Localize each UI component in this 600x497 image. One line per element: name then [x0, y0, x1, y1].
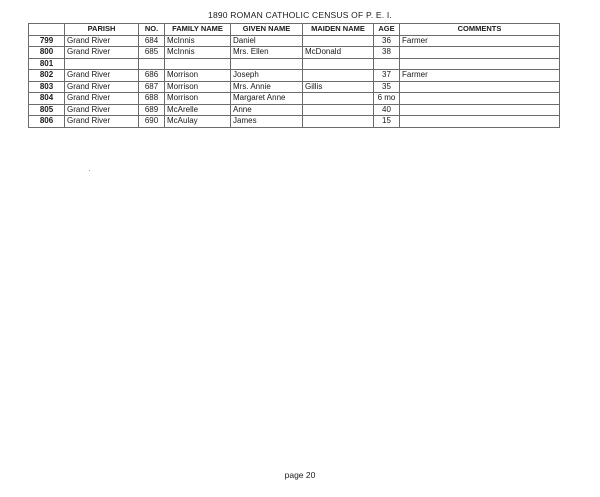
given-name-cell: Daniel	[231, 35, 303, 47]
header-parish: PARISH	[65, 24, 139, 36]
age-cell: 15	[374, 116, 400, 128]
header-maiden-name: MAIDEN NAME	[303, 24, 374, 36]
table-row	[29, 70, 560, 82]
parish-cell: Grand River	[65, 93, 139, 105]
age-cell: 36	[374, 35, 400, 47]
record-number: 806	[29, 116, 65, 128]
table-row	[29, 93, 560, 105]
header-family-name: FAMILY NAME	[165, 24, 231, 36]
parish-cell: Grand River	[65, 81, 139, 93]
table-row	[29, 116, 560, 128]
header-comments: COMMENTS	[400, 24, 560, 36]
table-header-row	[29, 24, 560, 36]
family-name-cell: McInnis	[165, 35, 231, 47]
given-name-cell: Joseph	[231, 70, 303, 82]
age-cell	[374, 58, 400, 70]
family-name-cell: McAulay	[165, 116, 231, 128]
given-name-cell: James	[231, 116, 303, 128]
number-cell: 686	[139, 70, 165, 82]
parish-cell	[65, 58, 139, 70]
number-cell: 685	[139, 47, 165, 59]
age-cell: 38	[374, 47, 400, 59]
comments-cell	[400, 104, 560, 116]
comments-cell	[400, 93, 560, 105]
number-cell: 684	[139, 35, 165, 47]
header-given-name: GIVEN NAME	[231, 24, 303, 36]
comments-cell	[400, 81, 560, 93]
table-row	[29, 47, 560, 59]
number-cell: 690	[139, 116, 165, 128]
parish-cell: Grand River	[65, 116, 139, 128]
record-number: 804	[29, 93, 65, 105]
document-title: 1890 ROMAN CATHOLIC CENSUS OF P. E. I.	[208, 10, 392, 20]
comments-cell	[400, 47, 560, 59]
record-number: 802	[29, 70, 65, 82]
given-name-cell: Mrs. Ellen	[231, 47, 303, 59]
comments-cell: Farmer	[400, 70, 560, 82]
maiden-name-cell	[303, 93, 374, 105]
parish-cell: Grand River	[65, 47, 139, 59]
maiden-name-cell: Gillis	[303, 81, 374, 93]
family-name-cell: McInnis	[165, 47, 231, 59]
family-name-cell: Morrison	[165, 81, 231, 93]
age-cell: 40	[374, 104, 400, 116]
age-cell: 37	[374, 70, 400, 82]
family-name-cell: McArelle	[165, 104, 231, 116]
parish-cell: Grand River	[65, 104, 139, 116]
parish-cell: Grand River	[65, 70, 139, 82]
maiden-name-cell: McDonald	[303, 47, 374, 59]
table-row	[29, 35, 560, 47]
comments-cell	[400, 58, 560, 70]
age-cell: 35	[374, 81, 400, 93]
record-number: 803	[29, 81, 65, 93]
number-cell	[139, 58, 165, 70]
number-cell: 688	[139, 93, 165, 105]
given-name-cell	[231, 58, 303, 70]
maiden-name-cell	[303, 70, 374, 82]
maiden-name-cell	[303, 58, 374, 70]
family-name-cell: Morrison	[165, 93, 231, 105]
table-row	[29, 58, 560, 70]
parish-cell: Grand River	[65, 35, 139, 47]
census-table	[28, 23, 560, 128]
given-name-cell: Anne	[231, 104, 303, 116]
maiden-name-cell	[303, 104, 374, 116]
scan-speck	[89, 170, 90, 171]
record-number: 805	[29, 104, 65, 116]
record-number: 800	[29, 47, 65, 59]
page-number: page 20	[284, 470, 316, 480]
number-cell: 687	[139, 81, 165, 93]
maiden-name-cell	[303, 116, 374, 128]
given-name-cell: Mrs. Annie	[231, 81, 303, 93]
record-number: 799	[29, 35, 65, 47]
table-row	[29, 81, 560, 93]
family-name-cell	[165, 58, 231, 70]
header-record	[29, 24, 65, 36]
record-number: 801	[29, 58, 65, 70]
maiden-name-cell	[303, 35, 374, 47]
given-name-cell: Margaret Anne	[231, 93, 303, 105]
family-name-cell: Morrison	[165, 70, 231, 82]
table-row	[29, 104, 560, 116]
comments-cell	[400, 116, 560, 128]
header-number: NO.	[139, 24, 165, 36]
header-age: AGE	[374, 24, 400, 36]
age-cell: 6 mo	[374, 93, 400, 105]
comments-cell: Farmer	[400, 35, 560, 47]
number-cell: 689	[139, 104, 165, 116]
